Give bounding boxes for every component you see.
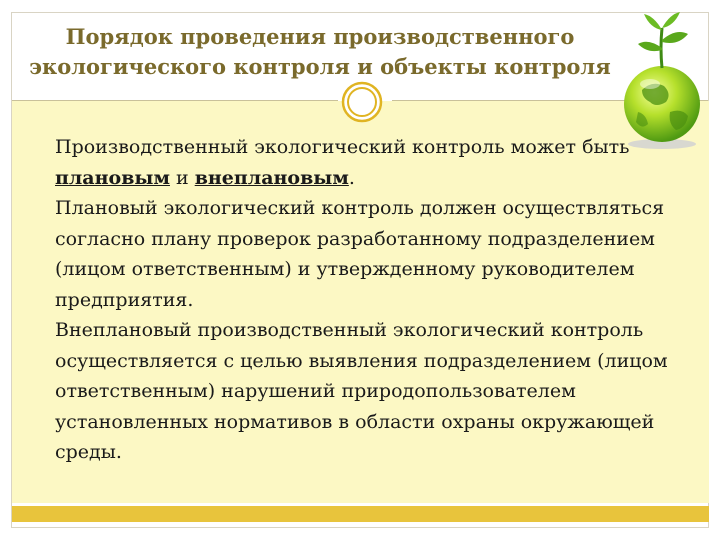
paragraph-unplanned: Внеплановый производственный экологический контроль осуществляется с целью выявления подразделением (лицом ответственным) нарушений природопользователем установленных нормативов в области охраны окружающей среды. (55, 319, 668, 463)
p1-end: . (348, 166, 355, 189)
divider-left (12, 100, 338, 101)
bottom-bar (12, 506, 709, 522)
p1-start: Производственный экологический контроль может быть (55, 136, 630, 158)
body-text (55, 132, 695, 468)
paragraph-planned: Плановый экологический контроль должен осуществляться согласно плану проверок разработанному подразделением (лицом ответственным) и утвержденному руководителем предприятия. (55, 197, 665, 311)
p1-and: и (169, 166, 195, 189)
unplanned-term: внеплановым (194, 166, 349, 189)
planned-term: плановым (55, 166, 170, 189)
ornament-ring-icon (340, 80, 384, 124)
paragraph-types (55, 132, 695, 193)
slide-title (20, 22, 620, 82)
title-line-2: экологического контроля и объекты контроля (29, 54, 611, 79)
title-line-1: Порядок проведения производственного (65, 24, 575, 49)
